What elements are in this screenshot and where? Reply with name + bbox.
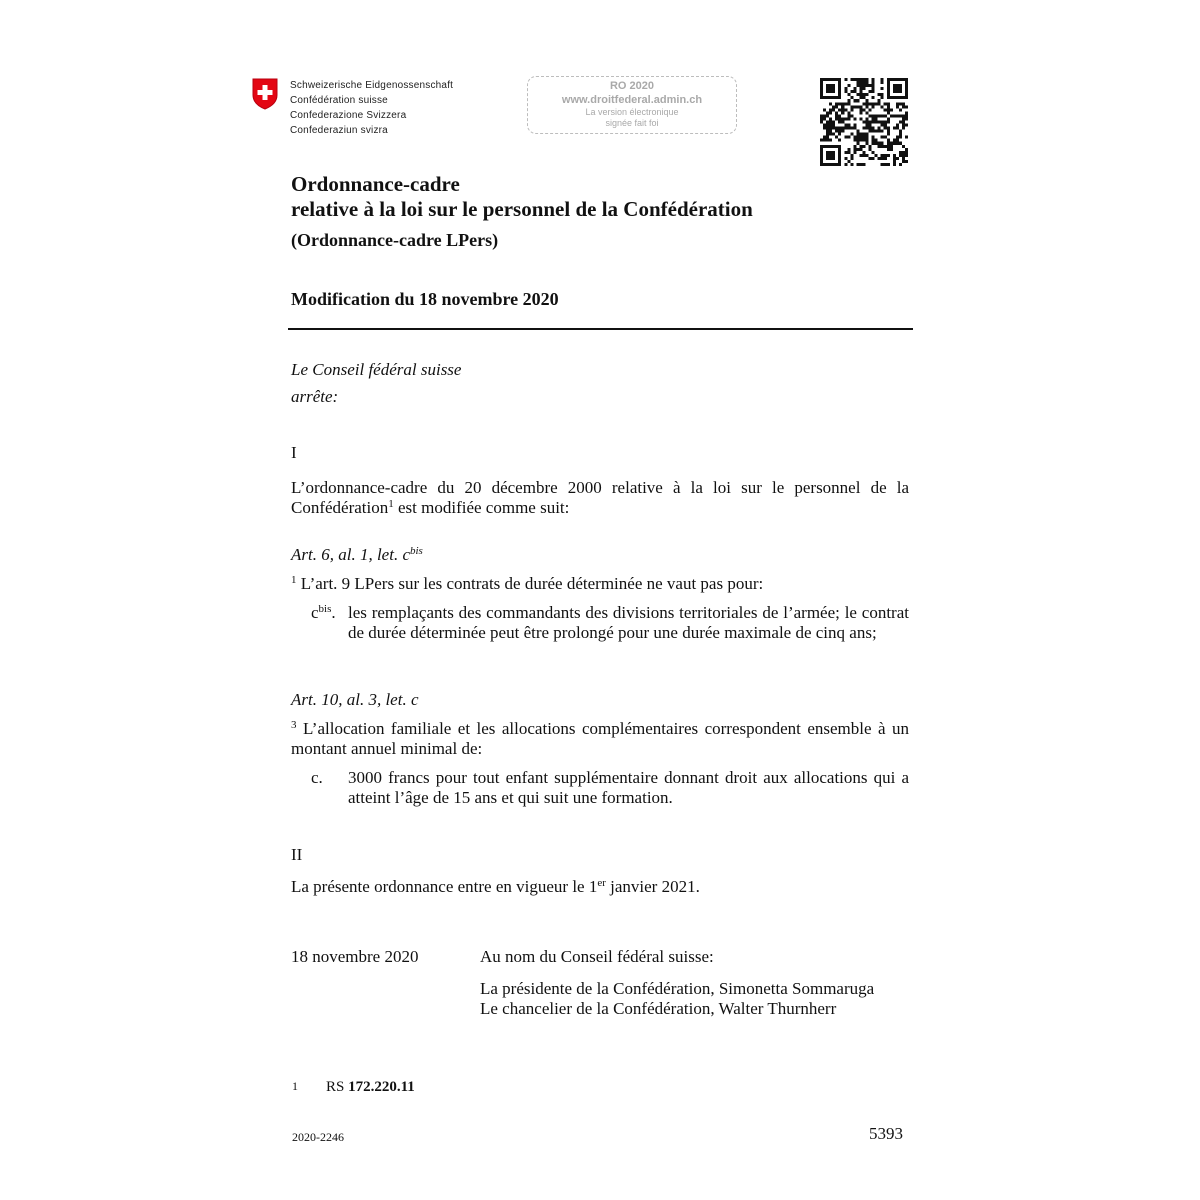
- section-heading-2: II: [291, 845, 303, 864]
- footnote-reference: 1: [388, 498, 394, 510]
- stamp-note-1: La version électronique: [585, 107, 679, 117]
- confederation-names: [290, 78, 453, 138]
- footnote-number: 1: [292, 1079, 298, 1093]
- preamble-council: Le Conseil fédéral suisse: [291, 360, 462, 379]
- stamp-note-2: signée fait foi: [605, 118, 659, 128]
- entry-into-force: [291, 877, 700, 897]
- article-10-paragraph: [291, 719, 909, 759]
- signatory-president: La présidente de la Confédération, Simonetta Sommaruga: [480, 979, 875, 998]
- article-6-heading: [291, 545, 423, 565]
- letter-suffix: .: [331, 603, 336, 622]
- stamp-collection: RO 2020: [609, 80, 655, 92]
- confederation-line: Confederaziun svizra: [290, 125, 388, 136]
- qr-code-icon: [820, 78, 908, 166]
- paragraph-number: 1: [291, 574, 297, 586]
- intro-paragraph: [291, 478, 909, 518]
- letter: c: [311, 603, 319, 622]
- swiss-crest-icon: [252, 78, 278, 110]
- list-item-text: 3000 francs pour tout enfant supplémentaire donnant droit aux allocations qui a atteint l’âge de 15 ans et qui suit une formation.: [348, 768, 909, 807]
- entry-sup: er: [597, 877, 606, 889]
- document-number: 2020-2246: [292, 1130, 344, 1144]
- title-divider: [288, 328, 913, 330]
- article-10-heading: Art. 10, al. 3, let. c: [291, 690, 419, 709]
- confederation-line: Confederazione Svizzera: [290, 110, 407, 121]
- footnote-reference-number: 172.220.11: [348, 1079, 415, 1095]
- short-title: (Ordonnance-cadre LPers): [291, 230, 499, 250]
- title-line: relative à la loi sur le personnel de la Confédération: [291, 197, 753, 221]
- intro-text: L’ordonnance-cadre du 20 décembre 2000 relative à la loi sur le personnel de la Confédération: [291, 478, 909, 517]
- list-item-text: les remplaçants des commandants des divisions territoriales de l’armée; le contrat de durée déterminée peut être prolongé pour une durée maximale de cinq ans;: [348, 603, 909, 642]
- authenticity-stamp: [527, 76, 737, 134]
- document-title: [291, 172, 753, 222]
- entry-text: La présente ordonnance entre en vigueur le 1: [291, 877, 598, 896]
- page-number: 5393: [869, 1124, 903, 1143]
- article-heading-sup: bis: [409, 545, 423, 557]
- paragraph-text: L’art. 9 LPers sur les contrats de durée déterminée ne vaut pas pour:: [296, 574, 764, 593]
- section-heading-1: I: [291, 443, 297, 462]
- paragraph-number: 3: [291, 719, 297, 731]
- intro-text-end: est modifiée comme suit:: [393, 498, 570, 517]
- stamp-url: www.droitfederal.admin.ch: [561, 94, 703, 106]
- letter-sup: bis: [318, 603, 332, 615]
- footnote-prefix: RS: [326, 1079, 349, 1095]
- title-line: Ordonnance-cadre: [291, 172, 460, 196]
- list-item-letter: c.: [311, 768, 323, 787]
- article-6-paragraph: [291, 574, 763, 594]
- confederation-line: Schweizerische Eidgenossenschaft: [290, 80, 454, 91]
- paragraph-text: L’allocation familiale et les allocations complémentaires correspondent ensemble à un montant annuel minimal de:: [291, 719, 909, 758]
- entry-text-end: janvier 2021.: [605, 877, 700, 896]
- list-item-letter: [311, 603, 336, 623]
- signature-heading: Au nom du Conseil fédéral suisse:: [480, 947, 714, 966]
- signatory-chancellor: Le chancelier de la Confédération, Walter Thurnherr: [480, 999, 837, 1018]
- preamble-decree: arrête:: [291, 387, 339, 406]
- article-heading-text: Art. 6, al. 1, let. c: [291, 545, 410, 564]
- signature-date: 18 novembre 2020: [291, 947, 419, 966]
- confederation-line: Confédération suisse: [290, 95, 388, 106]
- footnote-text: [326, 1079, 415, 1096]
- modification-date: Modification du 18 novembre 2020: [291, 289, 559, 309]
